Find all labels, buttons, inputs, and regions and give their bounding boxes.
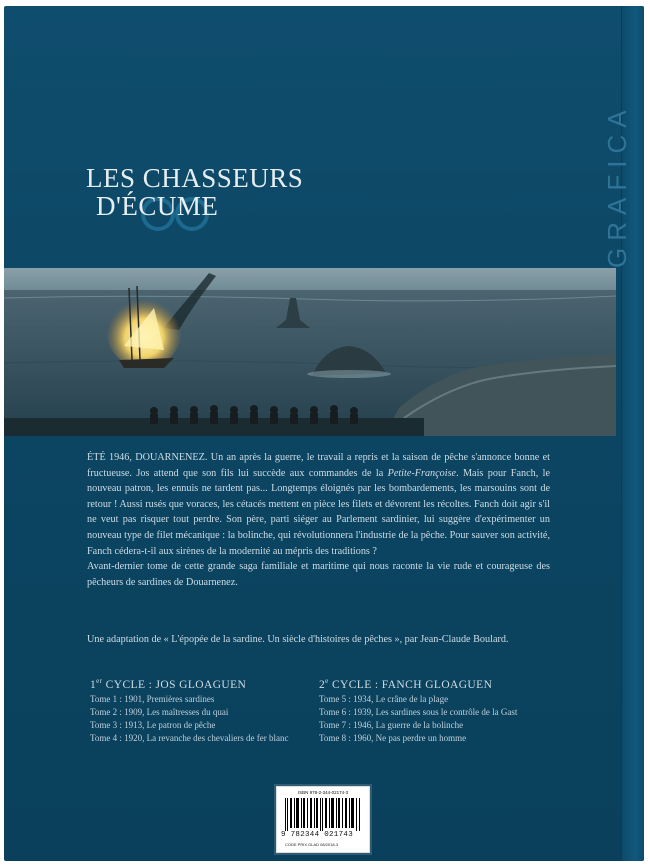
price-code: CODE PRIX GLAD 08/2018-3: [285, 842, 339, 847]
barcode-label: [276, 786, 370, 853]
title-line-1: LES CHASSEURS: [86, 163, 304, 193]
cycle-2-label: CYCLE : FANCH GLOAGUEN: [328, 678, 493, 691]
tome-item: Tome 3 : 1913, Le patron de pêche: [90, 719, 216, 730]
synopsis-lead: ÉTÉ 1946, DOUARNENEZ. Un an après la guerre, le travail a repris et la saison de pêche s'annonce bonne et fructueuse. Jos attend que son fils lui succède aux commandes de la: [87, 452, 550, 479]
cycle-1: [90, 677, 320, 745]
cycle-2-ordinal: 2: [319, 678, 326, 691]
publisher-brand: GRAFICA: [602, 103, 632, 269]
synopsis-rest: . Mais pour Fanch, le nouveau patron, les ennuis ne tardent pas... Longtemps éloignés par les bombardements, les marsouins sont de retour ! Aussi rusés que voraces, les cétacés mettent en pièce les filets et dévorent les récoltes. Fanch doit agir s'il ne veut pas risquer tout perdre. Son père, parti siéger au Parlement sardinier, lui suggère d'expérimenter un nouveau type de filet mécanique : la bolinche, qui révolutionnera l'industrie de la pêche. Pour sauver son activité, Fanch cédera-t-il aux sirènes de la modernité au mépris des traditions ?: [87, 467, 550, 557]
adaptation-credit: Une adaptation de « L'épopée de la sardine. Un siècle d'histoires de pêches », par Jean-Claude Boulard.: [87, 634, 509, 645]
cycle-1-title: [90, 677, 320, 691]
tome-item: Tome 1 : 1901, Premières sardines: [90, 693, 215, 704]
isbn-text: ISBN 978-2-344-02174-3: [297, 790, 349, 795]
boat-name: Petite-Françoise: [387, 467, 457, 479]
synopsis-paragraph-1: [87, 450, 550, 559]
cover-illustration: [4, 268, 616, 436]
title-line-2: D'ÉCUME: [96, 191, 219, 221]
cycle-2: [319, 677, 549, 745]
series-title: [86, 163, 304, 244]
tome-item: Tome 4 : 1920, La revanche des chevaliers de fer blanc: [90, 732, 289, 743]
tome-item: Tome 5 : 1934, Le crâne de la plage: [319, 693, 449, 704]
tome-item: Tome 7 : 1946, La guerre de la bolinche: [319, 719, 464, 730]
cycle-2-ordinal-sup: e: [325, 677, 329, 685]
tome-item: Tome 8 : 1960, Ne pas perdre un homme: [319, 732, 467, 743]
synopsis: [87, 450, 550, 590]
cycle-1-label: CYCLE : JOS GLOAGUEN: [102, 678, 247, 691]
synopsis-paragraph-2: Avant-dernier tome de cette grande saga familiale et maritime qui nous raconte la vie rude et courageuse des pêcheurs de sardines de Douarnenez.: [87, 561, 550, 588]
cycle-2-title: [319, 677, 549, 691]
cycle-1-ordinal-sup: er: [96, 677, 103, 685]
tome-item: Tome 6 : 1939, Les sardines sous le contrôle de la Gast: [319, 706, 518, 717]
tome-item: Tome 2 : 1909, Les maîtresses du quai: [90, 706, 229, 717]
ean-digits: 9 782344 021743: [281, 831, 354, 839]
cycle-1-ordinal: 1: [90, 678, 97, 691]
barcode-icon: [285, 798, 361, 831]
back-cover: [4, 6, 644, 861]
